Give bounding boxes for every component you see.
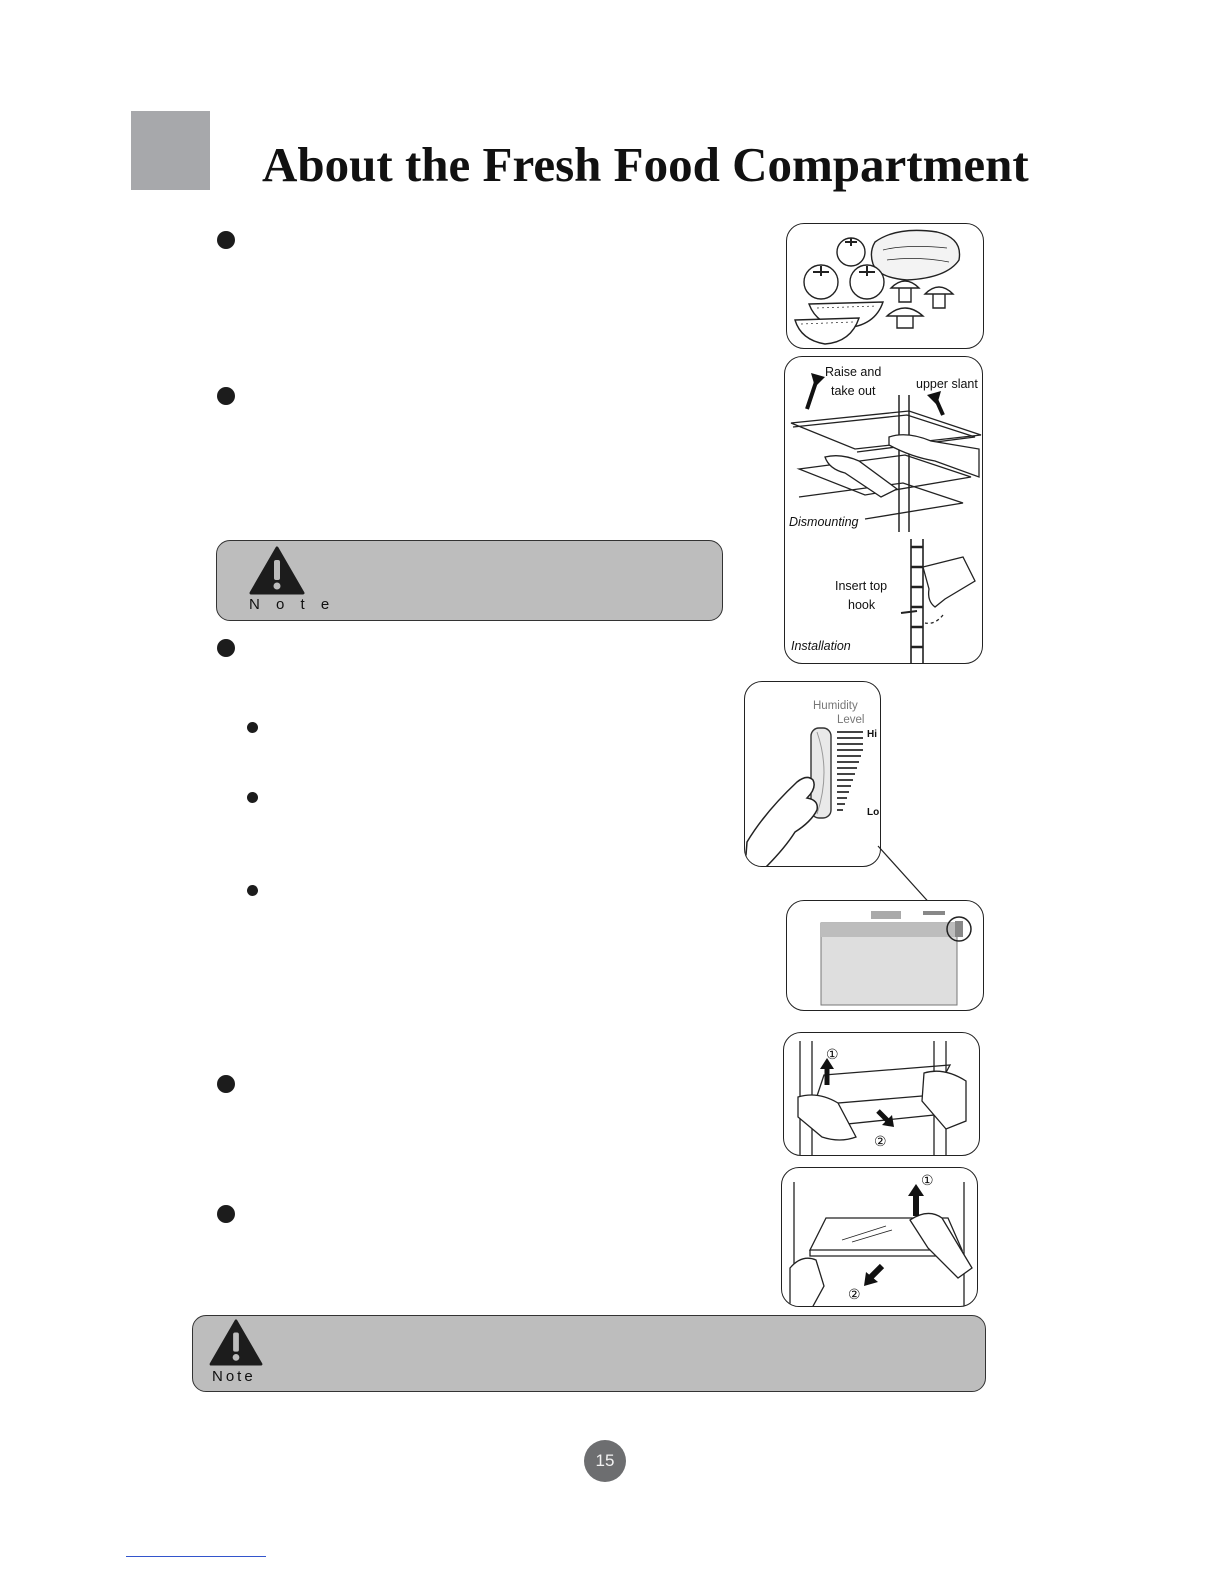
cover-removal-illustration bbox=[781, 1167, 978, 1307]
raise-label-line2: take out bbox=[831, 384, 876, 398]
section-marker bbox=[131, 111, 210, 190]
shelf-removal-illustration bbox=[784, 356, 983, 664]
installation-caption: Installation bbox=[791, 639, 851, 653]
raise-label-line1: Raise and bbox=[825, 365, 882, 379]
vegetables-illustration bbox=[786, 223, 984, 349]
humidity-title-line2: Level bbox=[837, 714, 865, 726]
slant-label: upper slant bbox=[916, 377, 978, 391]
bullet-crisper bbox=[217, 639, 235, 657]
page-title: About the Fresh Food Compartment bbox=[262, 137, 1029, 192]
bullet-crisper-cover bbox=[217, 1205, 235, 1223]
footer-link-underline[interactable] bbox=[126, 1556, 266, 1557]
humidity-lo-label: Lo bbox=[867, 807, 880, 818]
note-box-bottom bbox=[192, 1315, 986, 1392]
bullet-storage bbox=[217, 231, 235, 249]
humidity-title-line1: Humidity bbox=[813, 700, 858, 712]
sub-bullet-2 bbox=[247, 792, 258, 803]
sub-bullet-3 bbox=[247, 885, 258, 896]
note-box bbox=[216, 540, 723, 621]
warning-icon bbox=[249, 546, 305, 596]
note-label: Note bbox=[212, 1368, 256, 1385]
hand-icon bbox=[745, 777, 817, 867]
humidity-hi-label: Hi bbox=[867, 729, 877, 740]
dismounting-caption: Dismounting bbox=[789, 515, 859, 529]
warning-icon bbox=[209, 1319, 263, 1367]
insert-label-line2: hook bbox=[848, 598, 876, 612]
step-2-marker: ② bbox=[874, 1133, 887, 1149]
bullet-crisper-removal bbox=[217, 1075, 235, 1093]
step-1-marker: ① bbox=[826, 1046, 839, 1062]
sub-bullet-1 bbox=[247, 722, 258, 733]
humidity-control-illustration bbox=[744, 681, 881, 867]
bullet-shelves bbox=[217, 387, 235, 405]
step-1-marker: ① bbox=[921, 1172, 934, 1188]
step-2-marker: ② bbox=[848, 1286, 861, 1302]
drawer-removal-illustration bbox=[783, 1032, 980, 1156]
crisper-drawer-illustration bbox=[786, 900, 984, 1011]
note-label: N o t e bbox=[249, 596, 336, 613]
page-number: 15 bbox=[584, 1440, 626, 1482]
insert-label-line1: Insert top bbox=[835, 579, 888, 593]
